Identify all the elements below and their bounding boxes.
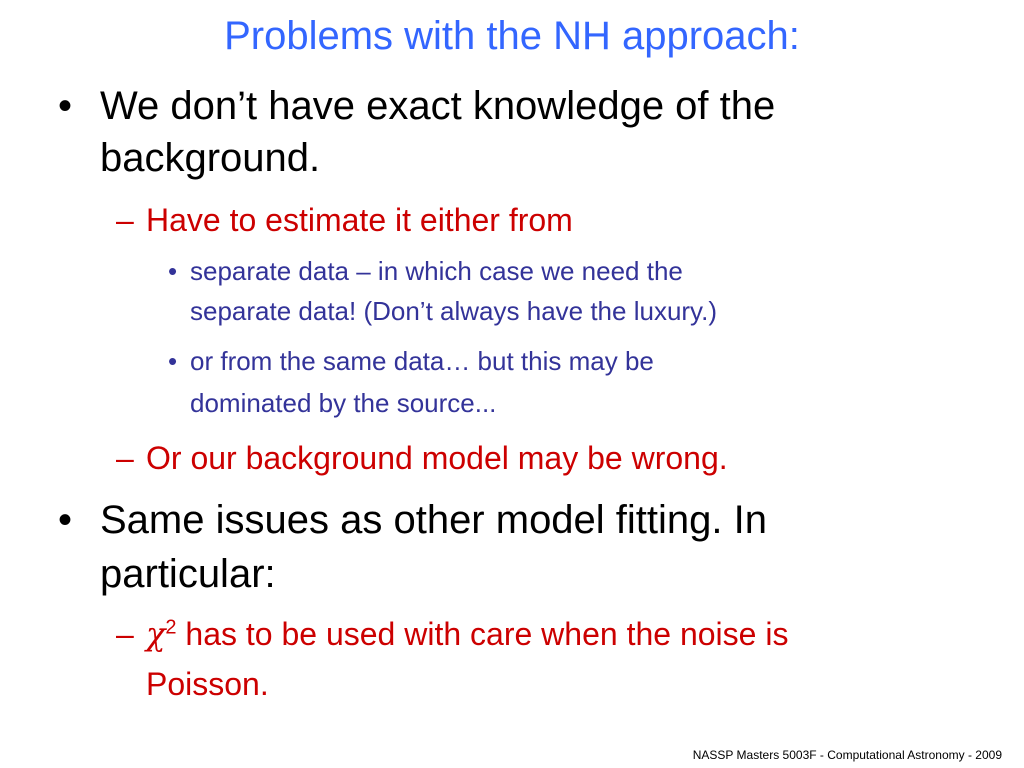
sub-sub-bullet-text-line: separate data – in which case we need the: [190, 256, 683, 286]
sub-sub-bullet-text-line: or from the same data… but this may be: [190, 346, 654, 376]
sub-sub-bullet-text-line: separate data! (Don’t always have the luxury.): [190, 296, 718, 326]
bullet-text-line: Same issues as other model fitting. In: [100, 498, 767, 542]
bullet-text-line: background.: [100, 136, 321, 180]
sub-sub-bullet-text-line: dominated by the source...: [190, 388, 497, 418]
dash-marker: –: [116, 440, 134, 476]
slide-footer: NASSP Masters 5003F - Computational Astronomy - 2009: [692, 748, 1002, 762]
slide-title: Problems with the NH approach:: [224, 14, 800, 58]
bullet-marker: •: [58, 84, 73, 128]
sub-bullet-text: Or our background model may be wrong.: [146, 440, 728, 476]
bullet-marker: •: [168, 346, 178, 376]
chi-symbol: χ: [146, 615, 166, 653]
sub-bullet-text-line: [146, 614, 788, 654]
sub-bullet-text-line: Poisson.: [146, 666, 269, 702]
chi-exponent: 2: [165, 616, 177, 639]
bullet-marker: •: [58, 498, 73, 542]
bullet-text-line: particular:: [100, 552, 276, 596]
sub-bullet-text: Have to estimate it either from: [146, 202, 573, 238]
bullet-marker: •: [168, 256, 178, 286]
dash-marker: –: [116, 616, 134, 652]
sub-bullet-text: has to be used with care when the noise is: [176, 616, 789, 652]
bullet-text-line: We don’t have exact knowledge of the: [100, 84, 776, 128]
dash-marker: –: [116, 202, 134, 238]
